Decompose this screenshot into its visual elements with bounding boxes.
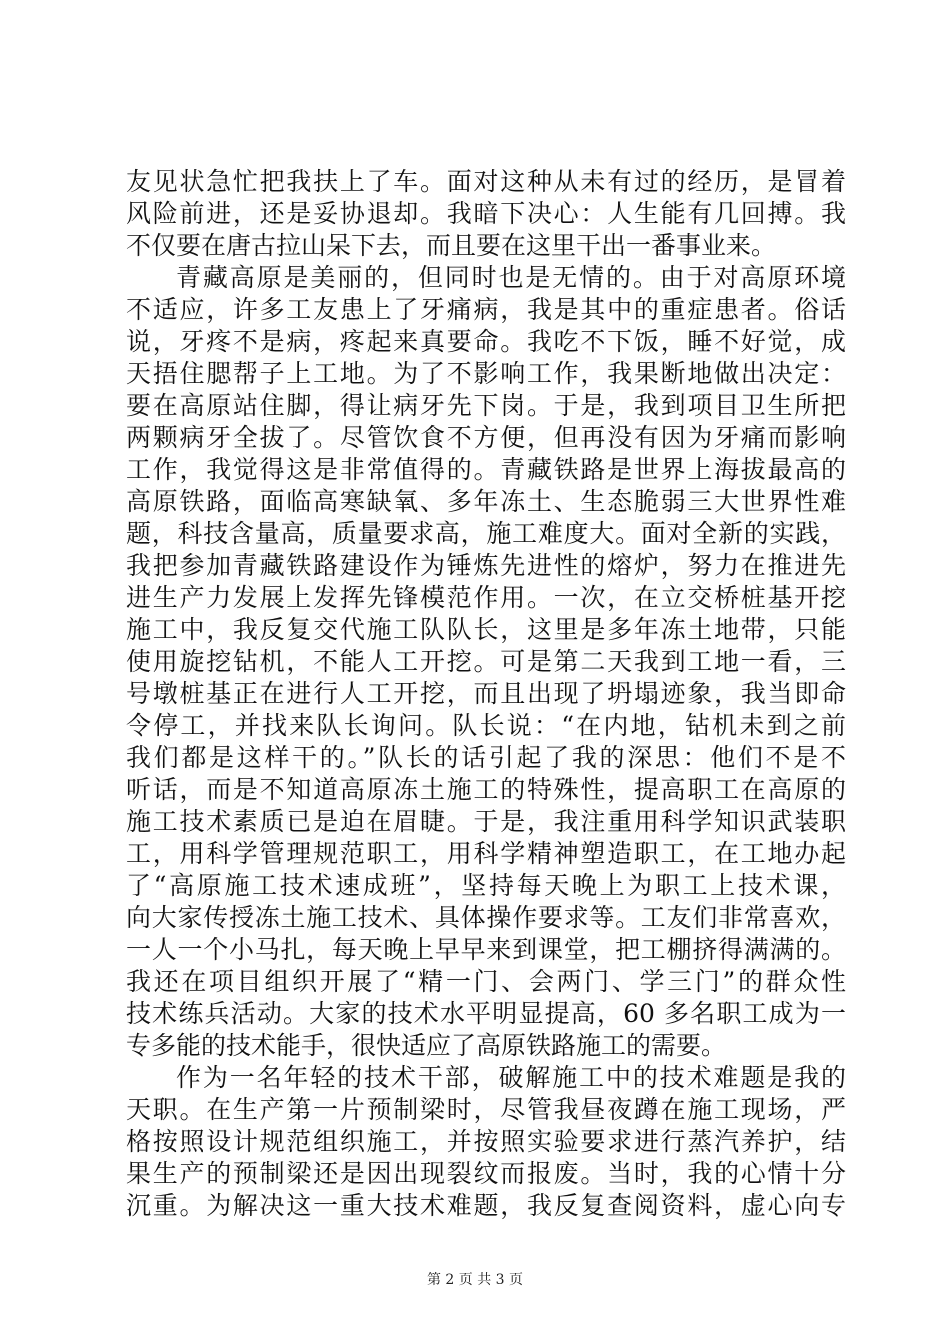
document-body <box>126 166 846 1222</box>
text-line: 一人一个小马扎，每天晚上早早来到课堂，把工棚挤得满满的。 <box>126 935 846 964</box>
text-line: 专多能的技术能手，很快适应了高原铁路施工的需要。 <box>126 1031 727 1060</box>
text-line: 高原铁路，面临高寒缺氧、多年冻土、生态脆弱三大世界性难 <box>126 487 846 516</box>
text-line: 施工中，我反复交代施工队队长，这里是多年冻土地带，只能 <box>126 615 846 644</box>
text-line: 了“高原施工技术速成班”，坚持每天晚上为职工上技术课， <box>126 871 846 900</box>
text-line: 果生产的预制梁还是因出现裂纹而报废。当时，我的心情十分 <box>126 1159 846 1188</box>
text-line: 风险前进，还是妥协退却。我暗下决心：人生能有几回搏。我 <box>126 199 846 228</box>
text-line: 要在高原站住脚，得让病牙先下岗。于是，我到项目卫生所把 <box>126 391 846 420</box>
text-line: 不仅要在唐古拉山呆下去，而且要在这里干出一番事业来。 <box>126 231 777 260</box>
text-line: 工作，我觉得这是非常值得的。青藏铁路是世界上海拔最高的 <box>126 455 846 484</box>
text-line: 令停工，并找来队长询问。队长说：“在内地，钻机未到之前 <box>126 711 846 740</box>
text-line: 说，牙疼不是病，疼起来真要命。我吃不下饭，睡不好觉，成 <box>126 327 846 356</box>
text-line: 青藏高原是美丽的，但同时也是无情的。由于对高原环境 <box>176 263 846 292</box>
text-line: 沉重。为解决这一重大技术难题，我反复查阅资料，虚心向专 <box>126 1191 846 1220</box>
text-line: 作为一名年轻的技术干部，破解施工中的技术难题是我的 <box>176 1063 846 1092</box>
text-line: 进生产力发展上发挥先锋模范作用。一次，在立交桥桩基开挖 <box>126 583 846 612</box>
text-line: 不适应，许多工友患上了牙痛病，我是其中的重症患者。俗话 <box>126 295 846 324</box>
page-footer: 第 2 页 共 3 页 <box>426 1272 524 1288</box>
text-line: 我们都是这样干的。”队长的话引起了我的深思：他们不是不 <box>126 743 846 772</box>
text-line: 技术练兵活动。大家的技术水平明显提高，60 多名职工成为一 <box>126 999 846 1028</box>
text-line: 两颗病牙全拔了。尽管饮食不方便，但再没有因为牙痛而影响 <box>126 423 846 452</box>
text-line: 我把参加青藏铁路建设作为锤炼先进性的熔炉，努力在推进先 <box>126 551 846 580</box>
text-line: 听话，而是不知道高原冻土施工的特殊性，提高职工在高原的 <box>126 775 846 804</box>
text-line: 格按照设计规范组织施工，并按照实验要求进行蒸汽养护，结 <box>126 1127 846 1156</box>
text-line: 天职。在生产第一片预制梁时，尽管我昼夜蹲在施工现场，严 <box>126 1095 846 1124</box>
text-line: 号墩桩基正在进行人工开挖，而且出现了坍塌迹象，我当即命 <box>126 679 846 708</box>
text-line: 天捂住腮帮子上工地。为了不影响工作，我果断地做出决定： <box>126 359 846 388</box>
text-line: 使用旋挖钻机，不能人工开挖。可是第二天我到工地一看，三 <box>126 647 846 676</box>
text-line: 友见状急忙把我扶上了车。面对这种从未有过的经历，是冒着 <box>126 167 846 196</box>
text-line: 我还在项目组织开展了“精一门、会两门、学三门”的群众性 <box>126 967 846 996</box>
text-line: 工，用科学管理规范职工，用科学精神塑造职工，在工地办起 <box>126 839 846 868</box>
text-line: 施工技术素质已是迫在眉睫。于是，我注重用科学知识武装职 <box>126 807 846 836</box>
text-line: 向大家传授冻土施工技术、具体操作要求等。工友们非常喜欢， <box>126 903 846 932</box>
text-line: 题，科技含量高，质量要求高，施工难度大。面对全新的实践， <box>126 519 846 548</box>
